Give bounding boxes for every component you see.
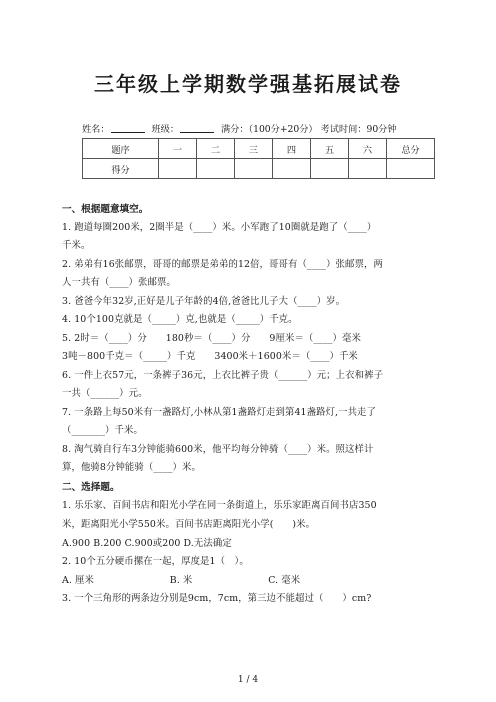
question-line: 算，他骑8分钟能骑（____）米。 <box>62 462 201 473</box>
exam-time: 考试时间：90分钟 <box>320 124 397 135</box>
question-line: 人一共有（____）张邮票。 <box>62 277 176 288</box>
score-cell <box>273 159 311 179</box>
section-heading-1: 一、根据题意填空。 <box>62 204 149 215</box>
question-line: 3. 爸爸今年32岁,正好是儿子年龄的4倍,爸爸比儿子大（____）岁。 <box>62 296 346 307</box>
header-cell: 四 <box>273 139 311 159</box>
question-line: （_______）千米。 <box>62 425 143 436</box>
question-line: A. 厘米 B. 米 C. 毫米 <box>62 575 301 586</box>
name-blank <box>111 124 145 133</box>
section-heading-2: 二、选择题。 <box>62 482 120 493</box>
question-line: 6. 一件上衣57元，一条裤子36元，上衣比裤子贵（______）元；上衣和裤子 <box>62 370 384 381</box>
header-cell: 一 <box>159 139 197 159</box>
question-line: 5. 2时＝（____）分 180秒＝（____）分 9厘米＝（____）毫米 <box>62 333 361 344</box>
page-number: 1 / 4 <box>237 675 259 685</box>
class-blank <box>180 124 214 133</box>
score-cell <box>159 159 197 179</box>
exam-info <box>82 121 397 135</box>
score-table-header <box>83 139 435 159</box>
question-line: 2. 10个五分硬币摞在一起，厚度是1（ ）。 <box>62 556 249 567</box>
score-cell <box>387 159 435 179</box>
question-line: 米，距离阳光小学550米。百间书店距离阳光小学( )米。 <box>62 519 316 530</box>
score-cell <box>235 159 273 179</box>
header-cell: 二 <box>197 139 235 159</box>
score-cell <box>197 159 235 179</box>
question-line: 3. 一个三角形的两条边分别是9cm，7cm，第三边不能超过（ ）cm? <box>62 593 372 604</box>
header-cell: 六 <box>349 139 387 159</box>
question-line: 7. 一条路上每50米有一盏路灯,小林从第1盏路灯走到第41盏路灯,一共走了 <box>62 407 377 418</box>
question-line: 1. 乐乐家、百间书店和阳光小学在同一条街道上，乐乐家距离百间书店350 <box>62 500 377 511</box>
header-cell: 五 <box>311 139 349 159</box>
score-cell <box>311 159 349 179</box>
question-line: 千米。 <box>62 240 91 251</box>
name-label: 姓名： <box>82 124 110 135</box>
question-line: 一共（______）元。 <box>62 388 148 399</box>
page-title: 三年级上学期数学强基拓展试卷 <box>94 72 402 96</box>
question-line: 1. 跑道每圈200米，2圈半是（____）米。小军跑了10圈就是跑了（____） <box>62 222 377 233</box>
class-label: 班级： <box>151 124 180 135</box>
row-label: 得分 <box>83 159 159 179</box>
header-cell: 总分 <box>387 139 435 159</box>
score-table-row <box>83 159 435 179</box>
header-cell: 三 <box>235 139 273 159</box>
question-line: 2. 弟弟有16张邮票，哥哥的邮票是弟弟的12倍，哥哥有（____）张邮票，两 <box>62 259 383 270</box>
score-table <box>82 138 435 179</box>
full-score: 满分：（100分+20分） <box>220 124 318 135</box>
score-cell <box>349 159 387 179</box>
header-cell: 题序 <box>83 139 159 159</box>
question-line: 4. 10个100克就是（_____）克,也就是（_____）千克。 <box>62 314 298 325</box>
question-line: A.900 B.200 C.900或200 D.无法确定 <box>62 538 232 549</box>
question-line: 8. 淘气骑自行车3分钟能骑600米，他平均每分钟骑（____）米。照这样计 <box>62 444 374 455</box>
question-line: 3吨－800千克＝（_____）千克 3400米＋1600米＝（____）千米 <box>62 351 358 362</box>
